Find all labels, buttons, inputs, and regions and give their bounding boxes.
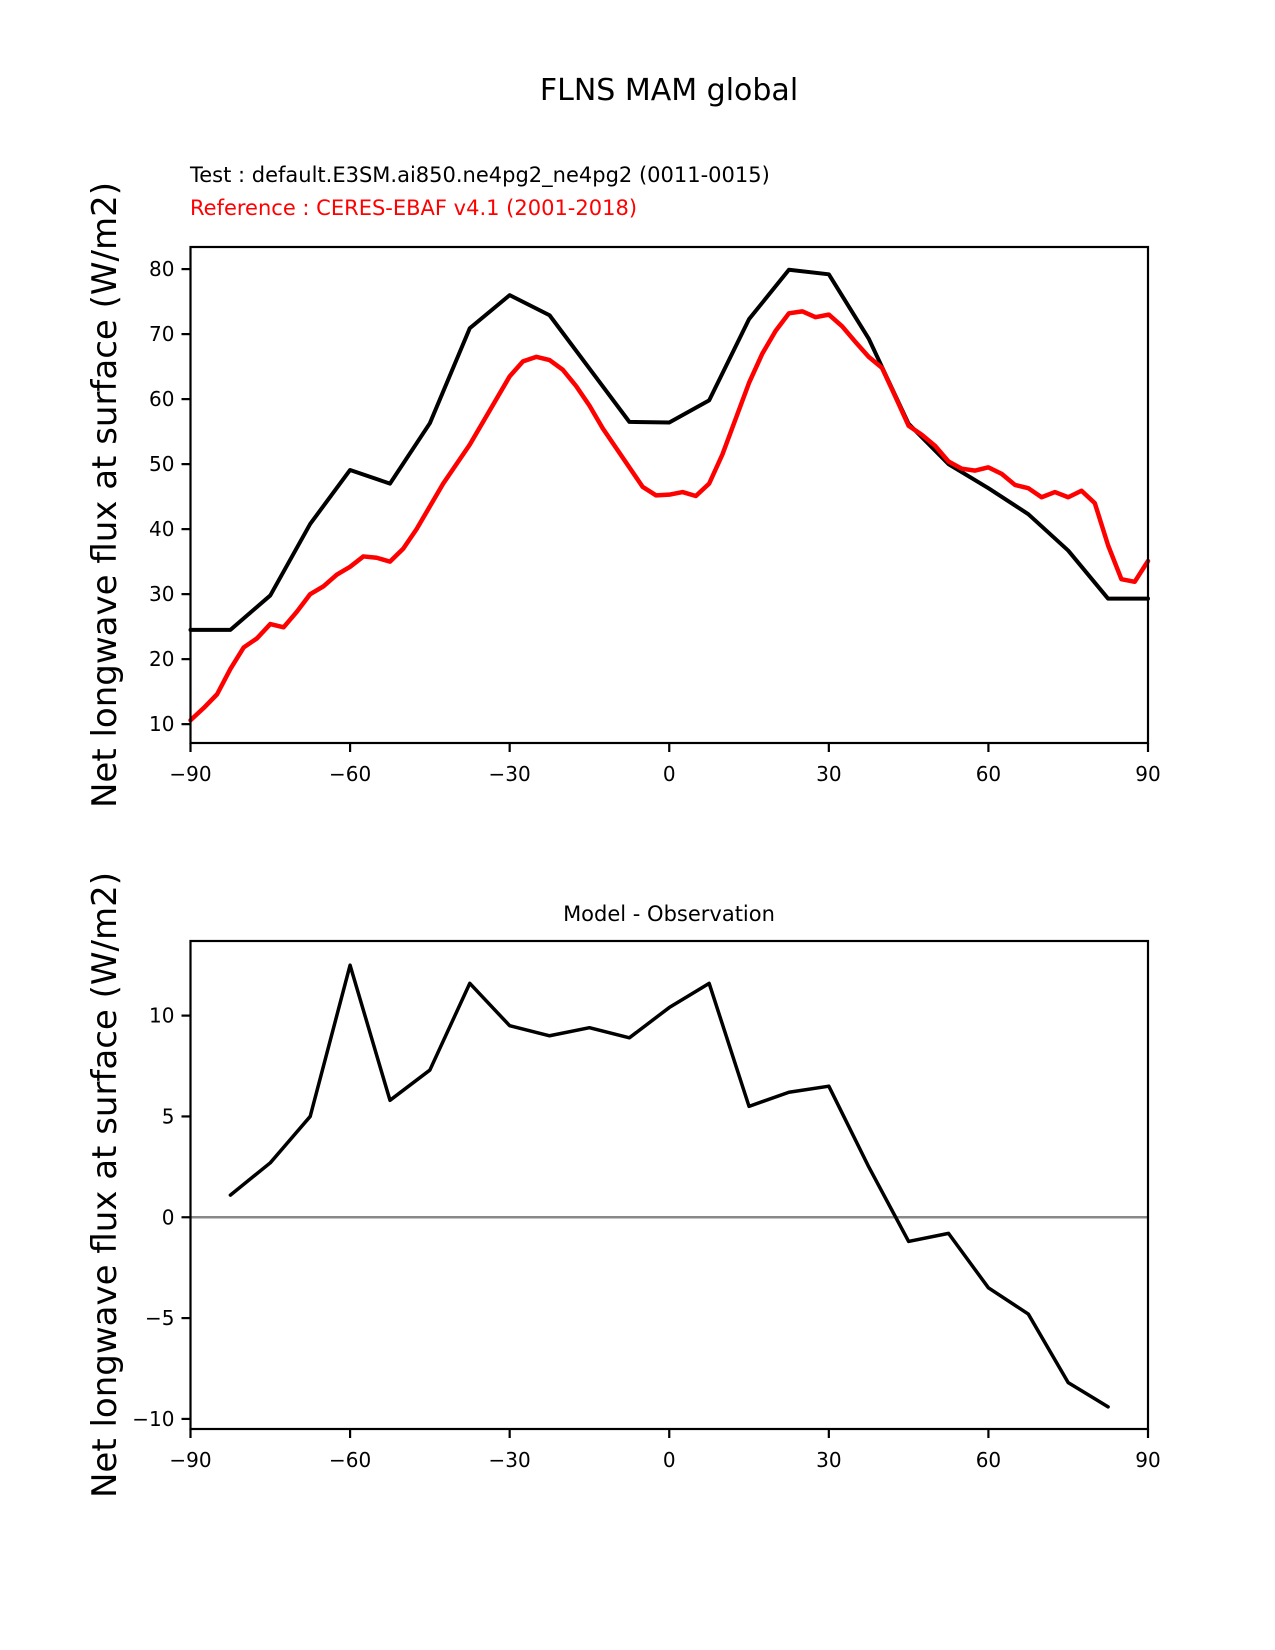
top-y-axis-label: Net longwave flux at surface (W/m2) [85,181,125,809]
tick-label: 30 [816,762,842,786]
tick-label: −60 [328,1448,372,1472]
tick-label: 60 [975,762,1002,786]
tick-label: 60 [149,387,175,412]
difference-series-line [230,965,1108,1407]
tick-label: −90 [169,1448,212,1472]
tick-label: 10 [149,1003,175,1028]
tick-label: 90 [1135,1448,1161,1472]
tick-label: −30 [488,762,531,786]
tick-label: 0 [161,1205,175,1230]
test-run-label: Test : default.E3SM.ai850.ne4pg2_ne4pg2 (0011-0015) [190,163,770,187]
chart-panel-1 [132,941,1160,1472]
chart-title: FLNS MAM global [539,73,799,108]
tick-label: 30 [816,1448,842,1472]
tick-label: 40 [149,517,175,542]
reference-dataset-label: Reference : CERES-EBAF v4.1 (2001-2018) [190,196,638,220]
tick-label: 20 [149,647,175,672]
tick-label: −5 [145,1306,175,1331]
tick-label: 0 [662,762,676,786]
plot-border [191,941,1149,1429]
tick-label: 30 [149,582,175,607]
tick-label: 80 [149,257,175,282]
tick-label: 60 [975,1448,1002,1472]
reference-series-line [191,311,1149,720]
tick-label: −90 [169,762,212,786]
tick-label: −60 [328,762,372,786]
difference-chart-title: Model - Observation [563,902,775,926]
chart-panel-0 [149,247,1161,786]
bottom-y-axis-label: Net longwave flux at surface (W/m2) [85,871,125,1499]
tick-label: 50 [149,452,175,477]
tick-label: 10 [149,712,175,737]
tick-label: 70 [149,322,175,347]
tick-label: 90 [1135,762,1161,786]
tick-label: −30 [488,1448,531,1472]
tick-label: −10 [132,1406,175,1431]
tick-label: 0 [662,1448,676,1472]
tick-label: 5 [161,1104,175,1129]
